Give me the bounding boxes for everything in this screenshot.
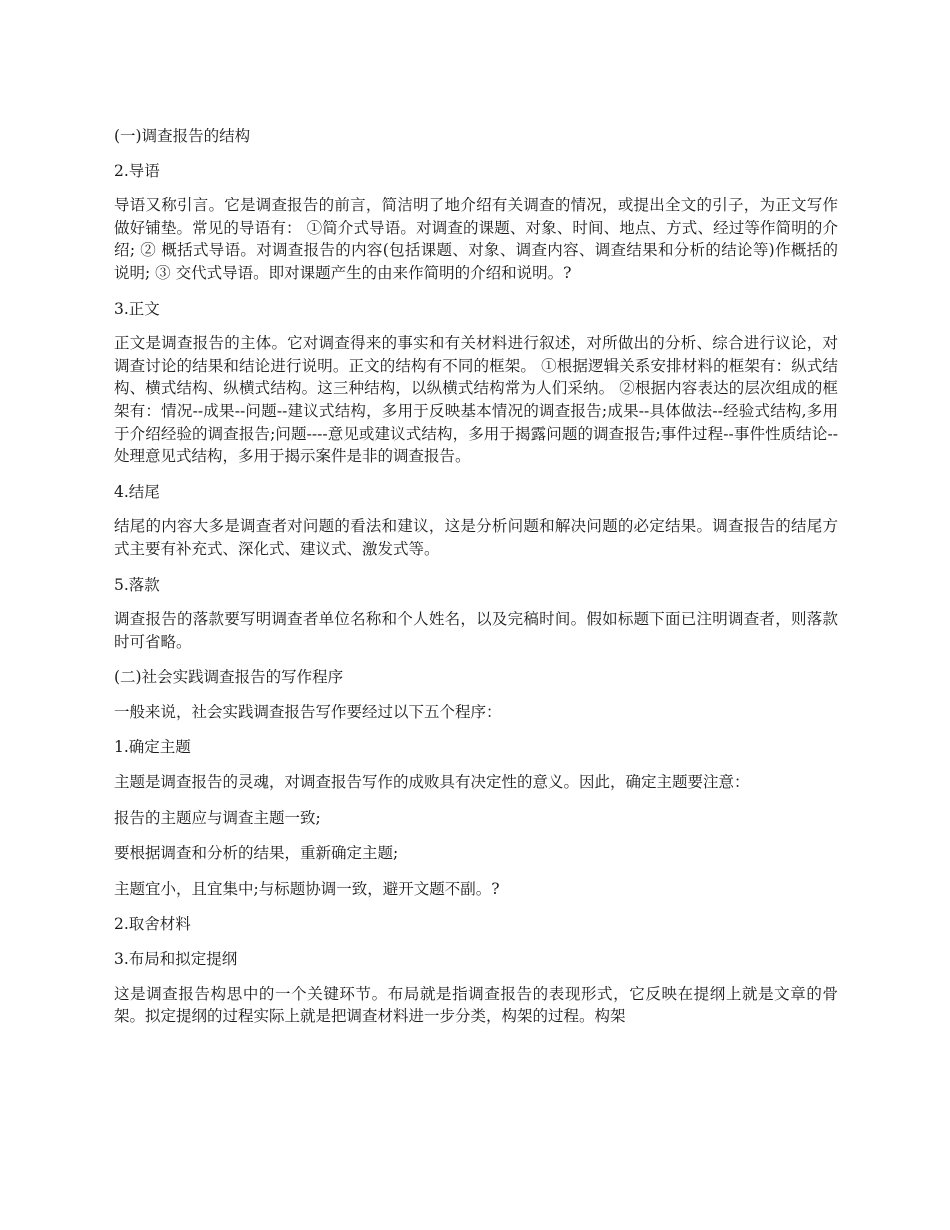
subheading-materials: 2.取舍材料 [114,915,191,934]
subheading-ending: 4.结尾 [114,482,160,501]
paragraph-body: 正文是调查报告的主体。它对调查得来的事实和有关材料进行叙述，对所做出的分析、综合进行议论，对调查讨论的结果和结论进行说明。正文的结构有不同的框架。 ①根据逻辑关系安排材料的框架有：纵式结构、横式结构、纵横式结构。这三种结构，以纵横式结构常为人们采纳。 ②根据内容表达的层次组成的框架有：情况--成果--问题--建议式结构，多用于反映基本情况的调查报告;成果--具体做法--经验式结构,多用于介绍经验的调查报告;问题----意见或建议式结构，多用于揭露问题的调查报告;事件过程--事件性质结论--处理意见式结构，多用于揭示案件是非的调查报告。 [114,334,838,466]
subheading-signature: 5.落款 [114,575,160,594]
subheading-outline: 3.布局和拟定提纲 [114,950,238,969]
paragraph-ending: 结尾的内容大多是调查者对问题的看法和建议，这是分析问题和解决问题的必定结果。调查报告的结尾方式主要有补充式、深化式、建议式、激发式等。 [114,517,838,558]
paragraph-outline: 这是调查报告构思中的一个关键环节。布局就是指调查报告的表现形式，它反映在提纲上就是文章的骨架。拟定提纲的过程实际上就是把调查材料进一步分类，构架的过程。构架 [114,984,838,1026]
paragraph-intro: 导语又称引言。它是调查报告的前言，简洁明了地介绍有关调查的情况，或提出全文的引子，为正文写作做好铺垫。常见的导语有： ①简介式导语。对调查的课题、对象、时间、地点、方式、经过等作简明的介绍; ② 概括式导语。对调查报告的内容(包括课题、对象、调查内容、调查结果和分析的结论等)作概括的说明; ③ 交代式导语。即对课题产生的由来作简明的介绍和说明。? [114,196,838,282]
paragraph-signature: 调查报告的落款要写明调查者单位名称和个人姓名，以及完稿时间。假如标题下面已注明调查者，则落款时可省略。 [114,610,838,651]
paragraph-procedure-intro: 一般来说，社会实践调查报告写作要经过以下五个程序： [114,702,502,721]
section-heading-procedure: (二)社会实践调查报告的写作程序 [114,668,344,687]
paragraph-theme-point-3: 主题宜小，且宜集中;与标题协调一致，避开文题不副。? [114,879,500,898]
paragraph-theme-point-2: 要根据调查和分析的结果，重新确定主题; [114,844,399,863]
subheading-theme: 1.确定主题 [114,738,191,757]
section-heading-structure: (一)调查报告的结构 [114,127,251,145]
paragraph-theme: 主题是调查报告的灵魂，对调查报告写作的成败具有决定性的意义。因此，确定主题要注意： [114,773,750,792]
subheading-intro: 2.导语 [114,161,160,180]
paragraph-theme-point-1: 报告的主题应与调查主题一致; [114,808,321,827]
subheading-body: 3.正文 [114,299,160,318]
